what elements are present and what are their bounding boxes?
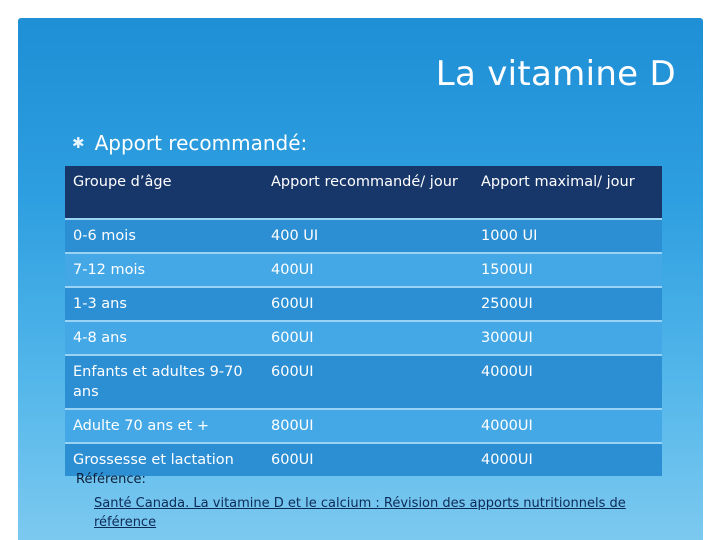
maximum-cell: 4000UI xyxy=(473,443,662,476)
recommended-cell: 800UI xyxy=(263,409,473,443)
recommended-cell: 400UI xyxy=(263,253,473,287)
maximum-cell: 4000UI xyxy=(473,409,662,443)
recommended-cell: 600UI xyxy=(263,321,473,355)
recommended-cell: 600UI xyxy=(263,443,473,476)
maximum-cell: 2500UI xyxy=(473,287,662,321)
table-row xyxy=(65,409,662,443)
table-row xyxy=(65,443,662,476)
table-row xyxy=(65,355,662,409)
table-row xyxy=(65,219,662,253)
recommended-cell: 400 UI xyxy=(263,219,473,253)
maximum-cell: 1500UI xyxy=(473,253,662,287)
table-row xyxy=(65,321,662,355)
table-header-row xyxy=(65,166,662,219)
reference-link[interactable]: Santé Canada. La vitamine D et le calcium : Révision des apports nutritionnels de référence xyxy=(94,496,626,530)
reference-label: Référence: xyxy=(76,472,146,487)
age-group-cell: Adulte 70 ans et + xyxy=(65,409,263,443)
header-recommended-intake: Apport recommandé/ jour xyxy=(263,166,473,219)
vitamin-d-table xyxy=(65,166,662,476)
table-row xyxy=(65,253,662,287)
age-group-cell: 0-6 mois xyxy=(65,219,263,253)
star-bullet-icon: ✱ xyxy=(72,134,85,152)
recommended-cell: 600UI xyxy=(263,287,473,321)
header-maximum-intake: Apport maximal/ jour xyxy=(473,166,662,219)
age-group-cell: Enfants et adultes 9-70 ans xyxy=(65,355,263,409)
age-group-cell: 7-12 mois xyxy=(65,253,263,287)
bullet-text: Apport recommandé: xyxy=(94,131,308,155)
header-age-group: Groupe d’âge xyxy=(65,166,263,219)
table-row xyxy=(65,287,662,321)
age-group-cell: Grossesse et lactation xyxy=(65,443,263,476)
maximum-cell: 4000UI xyxy=(473,355,662,409)
slide-title: La vitamine D xyxy=(435,54,676,94)
maximum-cell: 1000 UI xyxy=(473,219,662,253)
age-group-cell: 4-8 ans xyxy=(65,321,263,355)
maximum-cell: 3000UI xyxy=(473,321,662,355)
recommended-cell: 600UI xyxy=(263,355,473,409)
age-group-cell: 1-3 ans xyxy=(65,287,263,321)
bullet-item xyxy=(72,131,307,155)
